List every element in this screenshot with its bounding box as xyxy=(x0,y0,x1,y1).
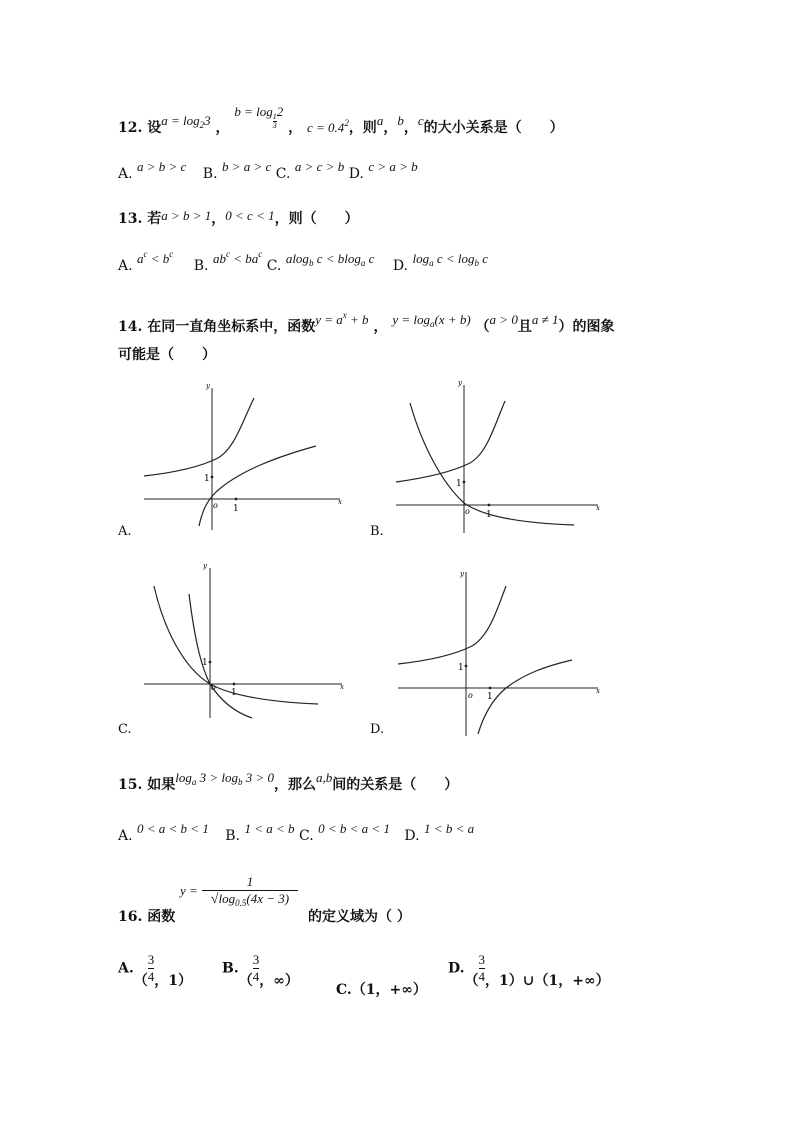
q14-number: 14. xyxy=(118,319,143,335)
q15-option-d-label: D. xyxy=(404,828,420,844)
q14-cond-open: （ xyxy=(475,319,490,335)
y-axis-label: y xyxy=(206,382,210,390)
fraction-3-4: $\frac{3}{4}$ xyxy=(252,952,260,984)
exponential-curve xyxy=(154,586,318,704)
q14-figure-b-label: B. xyxy=(370,524,384,539)
y-tick-point xyxy=(463,481,466,484)
q14-sep: ， xyxy=(373,319,388,335)
q12-sep1: ， xyxy=(215,120,230,136)
q15-option-a: 0 < a < b < 1 xyxy=(137,821,209,836)
q13-options xyxy=(118,249,489,275)
q12-tail1: ，则 xyxy=(348,120,377,136)
q14-func2-base: a xyxy=(429,319,435,329)
q16-function xyxy=(180,874,298,908)
decreasing-curve xyxy=(410,403,574,525)
fraction-3-4: $\frac{3}{4}$ xyxy=(147,952,155,984)
q16-option-a: A.（ $\frac{3}{4}$ ，1） xyxy=(118,952,192,989)
q12-a-arg: 3 xyxy=(204,113,211,128)
q14-figure-d xyxy=(394,568,606,738)
q15-tail: 间的关系是（ ） xyxy=(332,777,459,793)
q13-option-d-label: D. xyxy=(392,258,409,274)
exponential-curve xyxy=(396,401,505,482)
q12-a-expr: a = log xyxy=(161,113,200,128)
q15-option-d: 1 < b < a xyxy=(424,821,475,836)
q12-option-b: b > a > c xyxy=(222,159,272,174)
q12-lead: 设 xyxy=(147,120,162,136)
q13-option-c-label: C. xyxy=(266,258,282,274)
q14-lead: 在同一直角坐标系中，函数 xyxy=(147,319,316,335)
y-tick-label: 1 xyxy=(458,663,464,673)
q12-c-expr: c = 0.4 xyxy=(307,120,345,135)
q12-sep2: ， xyxy=(288,120,303,136)
q12-b-arg: 2 xyxy=(276,104,284,119)
q15-lead: 如果 xyxy=(147,777,176,793)
q14-cond-close: ）的图象 xyxy=(558,319,615,335)
origin-label: o xyxy=(465,507,470,516)
q13-number: 13. xyxy=(118,211,143,227)
q12-tail2: 的大小关系是（ ） xyxy=(423,120,564,136)
q14-figure-a-label: A. xyxy=(118,524,132,539)
y-tick-point xyxy=(209,661,212,664)
y-tick-label: 1 xyxy=(202,658,208,668)
q13-option-b: $ab^c < ba^c$ xyxy=(212,249,263,266)
q12-option-c-label: C. xyxy=(275,166,291,182)
q13-option-a: $a^c < b^c$ xyxy=(137,249,174,266)
q16-func-numerator: 1 xyxy=(246,874,254,889)
q13-tail: ，则（ ） xyxy=(274,211,359,227)
q12-options xyxy=(118,159,418,182)
x-tick-label: 1 xyxy=(486,510,492,520)
q14-figure-c xyxy=(140,560,350,720)
q16-option-c: C.（1，+∞） xyxy=(336,982,427,998)
q12-number: 12. xyxy=(118,120,143,136)
q14-func2: y = log xyxy=(392,312,430,327)
q14-figure-a xyxy=(140,380,350,535)
q13-cond1: a > b > 1 xyxy=(161,208,212,223)
x-tick-label: 1 xyxy=(231,688,237,698)
q16-option-c-label: C. xyxy=(336,982,352,998)
q14-cond2: a ≠ 1 xyxy=(531,312,559,327)
q15-option-b-label: B. xyxy=(225,828,241,844)
q12-c-exp: 2 xyxy=(344,118,349,128)
q15-number: 15. xyxy=(118,777,143,793)
q12-option-c: a > c > b xyxy=(294,159,345,174)
x-axis-label: x xyxy=(338,498,342,506)
q13-cond2: 0 < c < 1 xyxy=(225,208,275,223)
q12-var-c: c xyxy=(417,113,424,128)
q15-option-b: 1 < a < b xyxy=(244,821,295,836)
q12-a-base: 2 xyxy=(199,120,205,130)
x-tick-point xyxy=(488,504,491,507)
q12-option-a-label: A. xyxy=(118,166,133,182)
q12-option-b-label: B. xyxy=(202,166,218,182)
q15-condition: $\log_a 3 > \log_b 3 > 0$ xyxy=(175,770,275,787)
x-axis-label: x xyxy=(596,687,600,695)
q16-option-a-label: A. xyxy=(118,960,134,977)
question-13 xyxy=(118,208,359,228)
q13-option-a-label: A. xyxy=(118,258,133,274)
x-axis-label: x xyxy=(340,683,344,691)
q13-lead: 若 xyxy=(147,211,162,227)
q15-vars: a,b xyxy=(316,770,333,785)
q13-comma: ， xyxy=(211,211,226,227)
q14-figure-d-label: D. xyxy=(370,722,385,737)
q16-func-lhs: y = xyxy=(180,883,198,898)
log-curve xyxy=(199,446,316,526)
q14-figure-b xyxy=(392,375,606,535)
q16-option-b-label: B. xyxy=(222,960,239,977)
fraction-3-4: $\frac{3}{4}$ xyxy=(478,952,486,984)
q16-option-d-label: D. xyxy=(448,960,465,977)
log-curve xyxy=(189,594,252,718)
x-axis-label: x xyxy=(596,504,600,512)
origin-label: o xyxy=(211,683,216,692)
q14-func1-exp: x xyxy=(342,310,347,320)
q14-func1: y = a xyxy=(315,312,343,327)
q12-option-d-label: D. xyxy=(348,166,364,182)
q14-func2-arg: (x + b) xyxy=(434,312,471,327)
q12-var-a: a xyxy=(376,113,384,128)
x-tick-point xyxy=(235,498,238,501)
q14-cond-and: 且 xyxy=(517,319,532,335)
y-tick-label: 1 xyxy=(456,479,462,489)
q16-option-d: D.（ $\frac{3}{4}$ ，1）∪（1，+∞） xyxy=(448,952,610,989)
q13-option-b-label: B. xyxy=(193,258,209,274)
q12-option-d: c > a > b xyxy=(368,159,418,174)
q14-line2: 可能是（ ） xyxy=(118,347,216,363)
x-tick-label: 1 xyxy=(233,504,239,514)
q13-option-d: $\log_a c < \log_b c$ xyxy=(412,251,489,268)
q13-option-c: alog$_b$ c < blog$_a$ c xyxy=(285,251,375,268)
q12-option-a: a > b > c xyxy=(137,159,187,174)
q16-option-b: B.（ $\frac{3}{4}$ ，∞） xyxy=(222,952,299,989)
question-16 xyxy=(118,906,175,926)
q15-option-c-label: C. xyxy=(299,828,314,844)
y-axis-label: y xyxy=(458,379,462,387)
origin-label: o xyxy=(213,501,218,510)
q15-option-c: 0 < b < a < 1 xyxy=(318,821,390,836)
q12-b-expr: b = log xyxy=(234,104,273,119)
q14-func1-tail: + b xyxy=(346,312,369,327)
y-tick-point xyxy=(465,665,468,668)
y-tick-label: 1 xyxy=(204,474,210,484)
q12-var-b: b xyxy=(397,113,404,128)
q16-lead: 函数 xyxy=(147,909,176,925)
y-axis-label: y xyxy=(460,570,464,578)
exponential-curve xyxy=(398,586,506,664)
q14-cond1: a > 0 xyxy=(489,312,518,327)
question-14 xyxy=(118,310,615,336)
y-tick-point xyxy=(211,476,214,479)
x-tick-point xyxy=(233,683,236,686)
y-axis-label: y xyxy=(203,562,207,570)
question-15 xyxy=(118,770,459,794)
q16-number: 16. xyxy=(118,909,143,925)
x-tick-point xyxy=(489,687,492,690)
q14-figure-c-label: C. xyxy=(118,722,132,737)
q15-mid: ，那么 xyxy=(274,777,317,793)
x-tick-label: 1 xyxy=(487,692,493,702)
q15-options xyxy=(118,821,475,844)
exponential-curve xyxy=(144,398,254,476)
q12-b-base: $\frac{1}{3}$ xyxy=(272,112,277,130)
q16-tail: 的定义域为（ ） xyxy=(308,909,411,925)
q16-func-denominator: $√\log_{0.5}(4x - 3)$ xyxy=(202,890,298,908)
origin-label: o xyxy=(468,691,473,700)
q15-option-a-label: A. xyxy=(118,828,133,844)
question-12: 12. 设$a = \log_23$ ， b = log $\frac{1}{3}$ 2 ， $c = 0.4^2$，则a，b，c的大小关系是（ ） xyxy=(118,104,564,136)
